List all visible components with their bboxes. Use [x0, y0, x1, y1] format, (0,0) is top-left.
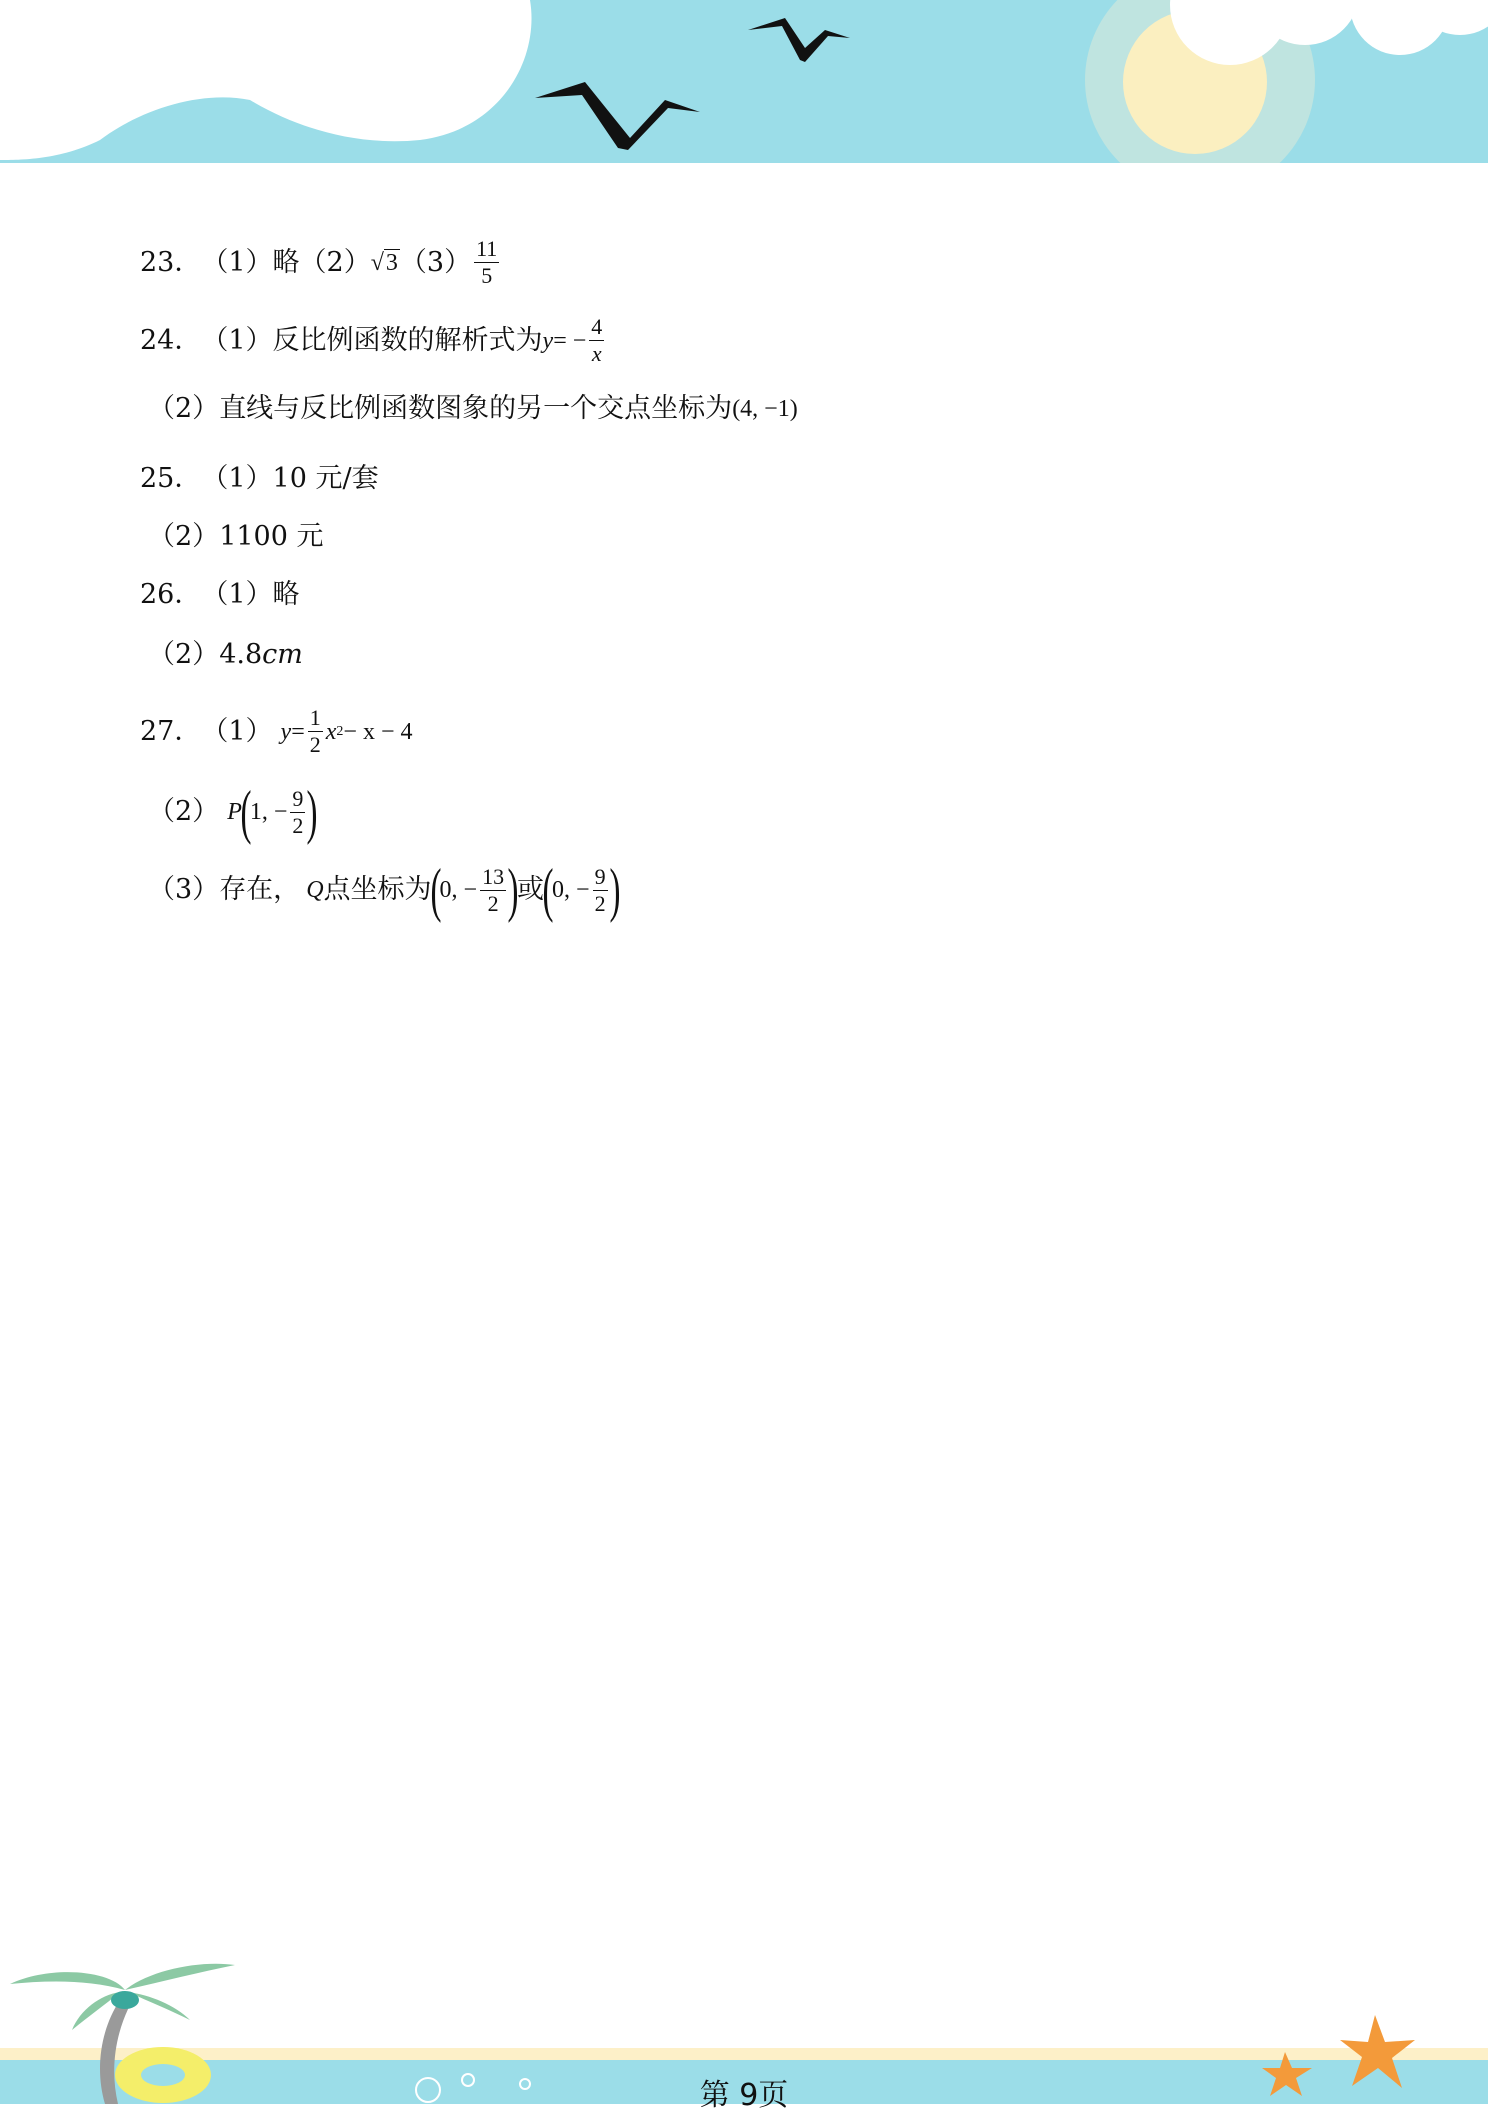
- answer-25-part2: [148, 520, 323, 554]
- answer-24-part2: [148, 392, 798, 426]
- fraction: $\frac{9}{2}$: [292, 785, 304, 838]
- answer-23: [140, 236, 502, 289]
- fraction: $\frac{4}{x}$: [591, 314, 603, 366]
- part-label: （3）: [399, 246, 472, 278]
- fraction: $\frac{1}{2}$: [309, 705, 321, 757]
- part-label: （2）: [148, 639, 220, 670]
- part-label: （3）: [148, 874, 220, 905]
- answer-27-part1: 27． （1） y = $\frac{1}{2}$ x 2 − x − 4: [140, 705, 413, 757]
- answer-text: 直线与反比例函数图象的另一个交点坐标为: [219, 393, 733, 424]
- part-label: （1）: [201, 579, 273, 610]
- part-label: （1）: [201, 246, 273, 278]
- part-label: （2）: [148, 521, 220, 552]
- answer-27-part2: （2） P ( 1, − $\frac{9}{2}$ ): [148, 779, 318, 845]
- answer-value: 4.8: [219, 639, 263, 670]
- answer-text: 存在，: [219, 874, 301, 905]
- sqrt-expression: √3: [370, 249, 398, 276]
- question-number: 26．: [140, 579, 202, 610]
- answer-26-part1: [140, 578, 300, 612]
- question-number: 24．: [140, 324, 202, 356]
- answer-text: 略: [272, 579, 300, 610]
- answer-25-part1: [140, 462, 379, 496]
- fraction: $\frac{11}{5}$: [476, 236, 498, 288]
- question-number: 25．: [140, 463, 202, 494]
- part-label: （2）: [299, 246, 371, 278]
- answer-text: 点坐标为: [323, 874, 432, 905]
- unit: cm: [262, 639, 303, 670]
- fraction: $\frac{13}{2}$: [482, 863, 505, 916]
- answer-text: 反比例函数的解析式为: [272, 324, 543, 356]
- part-label: （2）: [148, 796, 220, 827]
- answer-text: 或: [517, 874, 545, 905]
- part-label: （1）: [201, 463, 273, 494]
- answer-24-part1: 24． （1） 反比例函数的解析式为 y = − $\frac{4}{x}$: [140, 314, 603, 366]
- question-number: 27．: [140, 715, 202, 747]
- part-label: （1）: [201, 715, 273, 747]
- page-number: 第 9页: [699, 2078, 789, 2113]
- part-label: （1）: [201, 324, 273, 356]
- fraction: $\frac{9}{2}$: [594, 863, 606, 916]
- answer-27-part3: （3） 存在， Q 点坐标为 ( 0, − $\frac{13}{2}$ ) 或 ( 0, − $\frac{9}{2}$ ): [148, 857, 621, 923]
- question-number: 23．: [140, 246, 202, 278]
- coordinate: (4, −1): [732, 396, 798, 422]
- answer-text: 10 元/套: [272, 463, 379, 494]
- answer-text: 略: [272, 246, 300, 278]
- answer-text: 1100 元: [219, 521, 324, 552]
- part-label: （2）: [148, 393, 220, 424]
- answer-26-part2: [148, 638, 303, 672]
